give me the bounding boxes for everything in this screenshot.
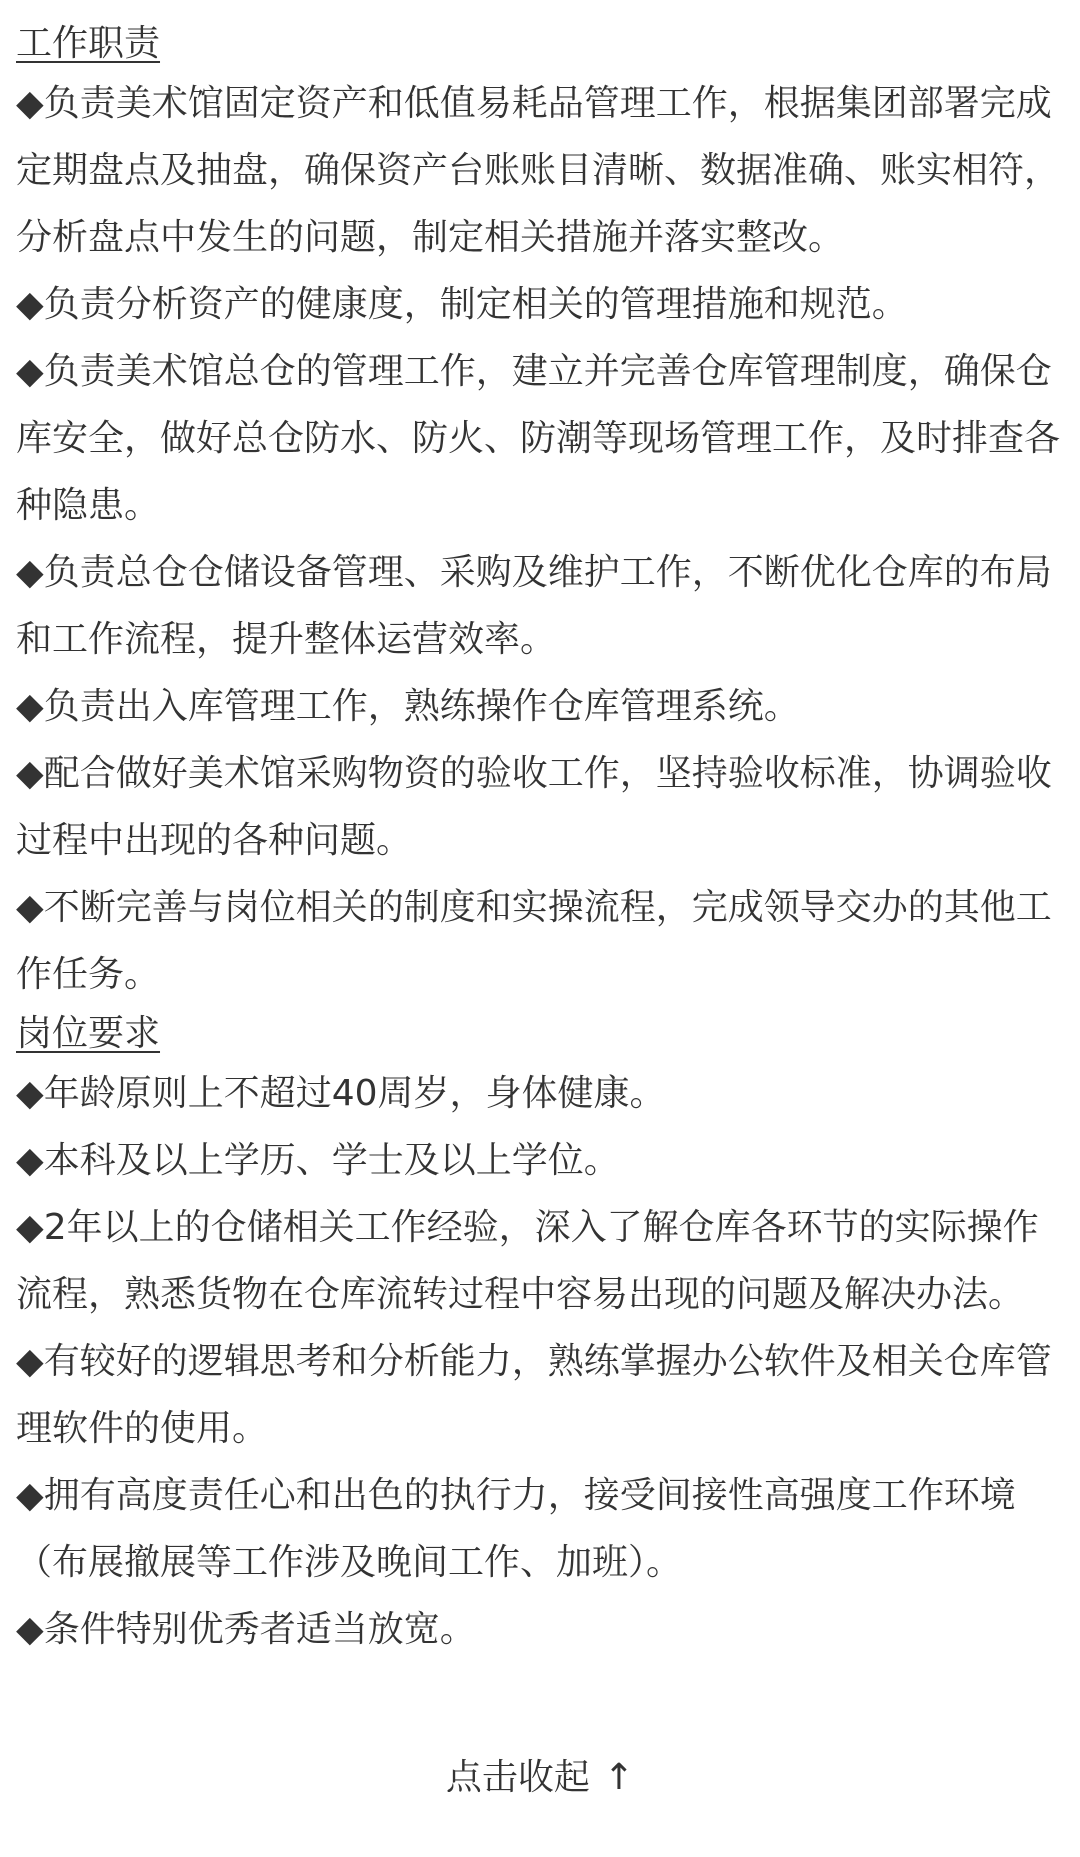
job-description [16, 18, 1066, 1663]
list-item: ◆ 条件特别优秀者适当放宽。 [16, 1596, 1066, 1663]
list-item: ◆ 拥有高度责任心和出色的执行力，接受间接性高强度工作环境（布展撤展等工作涉及晚间工作、加班）。 [16, 1462, 1066, 1596]
section-heading-duties: 工作职责 [16, 23, 161, 64]
list-item: ◆ 不断完善与岗位相关的制度和实操流程，完成领导交办的其他工作任务。 [16, 874, 1066, 1008]
collapse-label: 点击收起 [445, 1757, 590, 1798]
collapse-button[interactable] [0, 1752, 1080, 1804]
requirements-list [16, 1060, 1066, 1663]
list-item: ◆ 负责总仓仓储设备管理、采购及维护工作，不断优化仓库的布局和工作流程，提升整体运营效率。 [16, 539, 1066, 673]
list-item: ◆ 负责分析资产的健康度，制定相关的管理措施和规范。 [16, 271, 1066, 338]
arrow-up-icon: ↑ [603, 1757, 635, 1798]
duties-list [16, 70, 1066, 1008]
list-item: ◆ 年龄原则上不超过40周岁，身体健康。 [16, 1060, 1066, 1127]
list-item: ◆ 配合做好美术馆采购物资的验收工作，坚持验收标准，协调验收过程中出现的各种问题。 [16, 740, 1066, 874]
list-item: ◆ 负责美术馆固定资产和低值易耗品管理工作，根据集团部署完成定期盘点及抽盘，确保资产台账账目清晰、数据准确、账实相符，分析盘点中发生的问题，制定相关措施并落实整改。 [16, 70, 1066, 271]
section-heading-requirements: 岗位要求 [16, 1013, 161, 1054]
list-item: ◆ 负责美术馆总仓的管理工作，建立并完善仓库管理制度，确保仓库安全，做好总仓防水、防火、防潮等现场管理工作，及时排查各种隐患。 [16, 338, 1066, 539]
list-item: ◆ 负责出入库管理工作，熟练操作仓库管理系统。 [16, 673, 1066, 740]
list-item: ◆ 本科及以上学历、学士及以上学位。 [16, 1127, 1066, 1194]
list-item: ◆ 2年以上的仓储相关工作经验，深入了解仓库各环节的实际操作流程，熟悉货物在仓库流转过程中容易出现的问题及解决办法。 [16, 1194, 1066, 1328]
list-item: ◆ 有较好的逻辑思考和分析能力，熟练掌握办公软件及相关仓库管理软件的使用。 [16, 1328, 1066, 1462]
